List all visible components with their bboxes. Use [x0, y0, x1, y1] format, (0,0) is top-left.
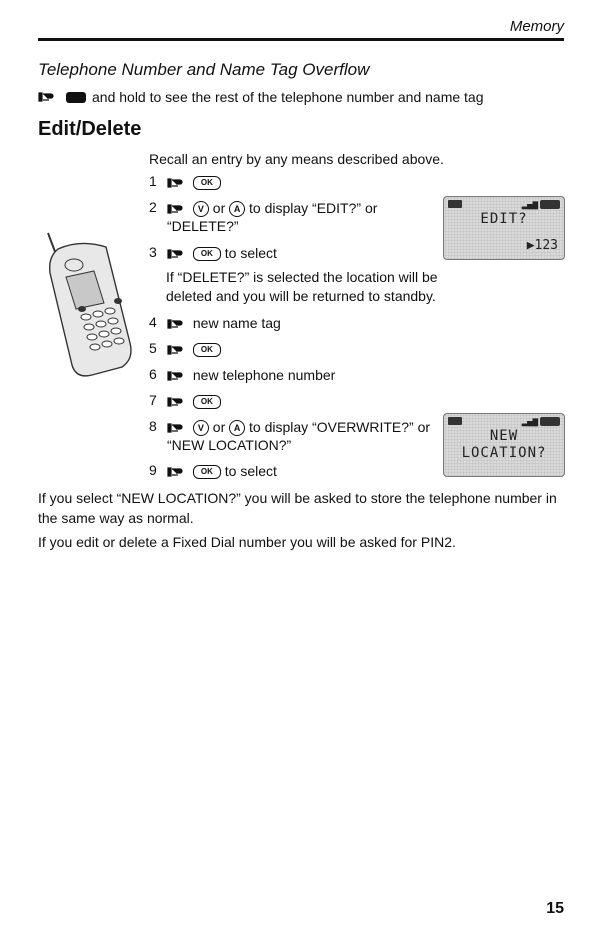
lcd-display-edit — [443, 196, 565, 260]
step-3: 3 OK to select — [149, 244, 277, 261]
edit-delete-heading: Edit/Delete — [38, 118, 142, 140]
step-1: 1 OK — [149, 173, 221, 191]
running-header: Memory — [509, 18, 564, 35]
phone-illustration — [30, 225, 140, 385]
ok-key-icon: OK — [193, 247, 221, 261]
up-key-icon: A — [229, 420, 245, 436]
battery-icon — [448, 417, 462, 425]
step-2: 2 V or A to display “EDIT?” or “DELETE?” — [149, 199, 378, 235]
delete-note: If “DELETE?” is selected the location will be deleted and you will be returned to standby. — [166, 269, 438, 304]
fixed-dial-note: If you edit or delete a Fixed Dial number you will be asked for PIN2. — [38, 534, 456, 550]
press-icon — [167, 344, 189, 356]
up-key-icon: A — [229, 201, 245, 217]
lcd-line-1: NEW — [489, 428, 519, 444]
press-icon — [167, 466, 189, 478]
press-icon — [167, 370, 189, 382]
header-rule — [38, 38, 564, 41]
signal-icon: ▂▄▆ — [521, 417, 538, 427]
page-number: 15 — [546, 900, 564, 917]
lcd-line-2: LOCATION? — [461, 445, 547, 461]
step-6: 6 new telephone number — [149, 366, 336, 383]
signal-icon: ▂▄▆ — [521, 200, 538, 210]
overflow-instruction — [38, 89, 484, 105]
step-8: 8 V or A to display “OVERWRITE?” or “NEW LOCATION?” — [149, 418, 431, 454]
status-icons — [540, 200, 560, 209]
status-icons — [540, 417, 560, 426]
intro-text: Recall an entry by any means described above. — [149, 151, 444, 167]
press-icon — [167, 318, 189, 330]
down-key-icon: V — [193, 201, 209, 217]
ok-key-icon: OK — [193, 176, 221, 190]
press-icon — [38, 91, 60, 103]
battery-icon — [448, 200, 462, 208]
lcd-location-number: ▶123 — [526, 238, 558, 253]
press-icon — [167, 203, 189, 215]
overflow-text: and hold to see the rest of the telephone number and name tag — [92, 89, 484, 105]
ok-key-icon: OK — [193, 465, 221, 479]
new-location-note: If you select “NEW LOCATION?” you will be asked to store the telephone number in the same way as normal. — [38, 490, 557, 526]
scroll-key-icon — [66, 92, 86, 103]
step-7: 7 OK — [149, 392, 221, 410]
step-5: 5 OK — [149, 340, 221, 358]
step-4: 4 new name tag — [149, 314, 281, 331]
press-icon — [167, 396, 189, 408]
step-9: 9 OK to select — [149, 462, 277, 479]
section-title: Telephone Number and Name Tag Overflow — [38, 60, 370, 79]
down-key-icon: V — [193, 420, 209, 436]
lcd-line-1: EDIT? — [480, 211, 528, 227]
ok-key-icon: OK — [193, 343, 221, 357]
press-icon — [167, 422, 189, 434]
press-icon — [167, 248, 189, 260]
lcd-display-new-location — [443, 413, 565, 477]
press-icon — [167, 177, 189, 189]
ok-key-icon: OK — [193, 395, 221, 409]
